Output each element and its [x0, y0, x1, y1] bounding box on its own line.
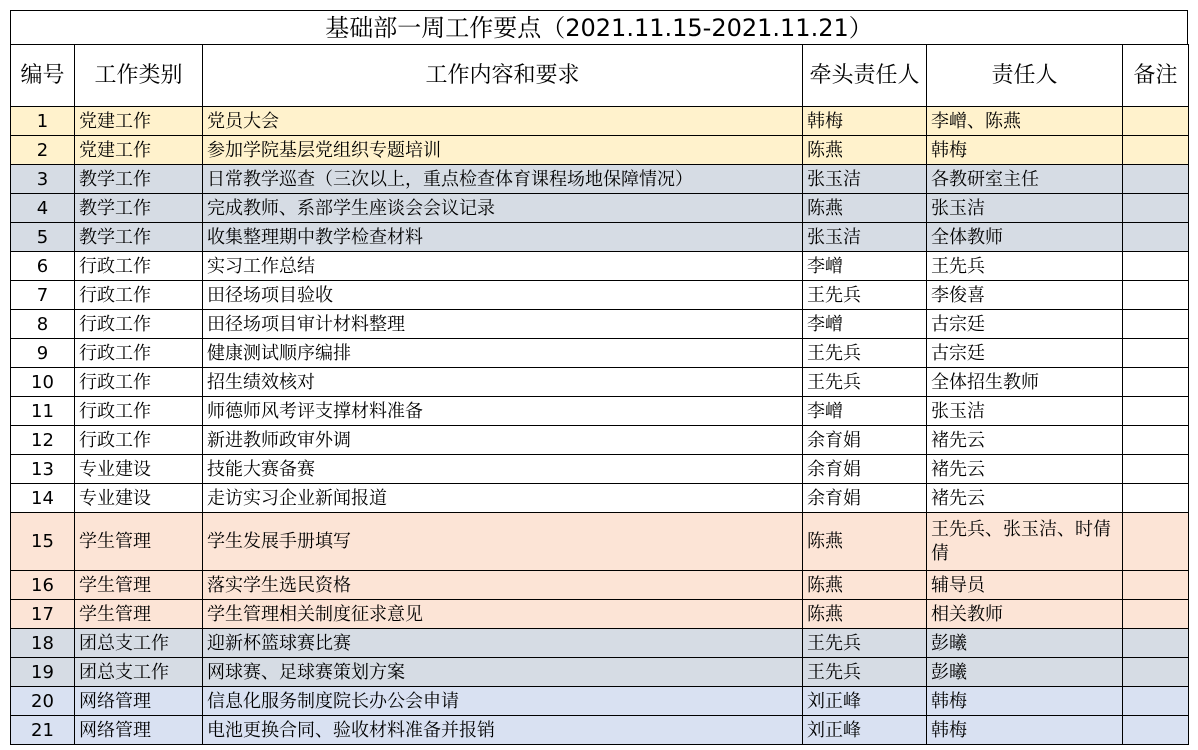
table-body	[11, 107, 1189, 745]
cell-content: 田径场项目审计材料整理	[203, 310, 803, 339]
cell-note	[1123, 252, 1189, 281]
header-owner: 责任人	[927, 45, 1123, 107]
cell-note	[1123, 600, 1189, 629]
table-row	[11, 136, 1189, 165]
cell-category: 专业建设	[75, 455, 203, 484]
work-plan-table	[10, 44, 1189, 745]
cell-content: 走访实习企业新闻报道	[203, 484, 803, 513]
cell-note	[1123, 716, 1189, 745]
cell-content: 党员大会	[203, 107, 803, 136]
cell-note	[1123, 281, 1189, 310]
cell-no: 7	[11, 281, 75, 310]
cell-content: 完成教师、系部学生座谈会会议记录	[203, 194, 803, 223]
cell-note	[1123, 339, 1189, 368]
cell-no: 11	[11, 397, 75, 426]
table-row	[11, 107, 1189, 136]
cell-content: 师德师风考评支撑材料准备	[203, 397, 803, 426]
table-row	[11, 310, 1189, 339]
table-row	[11, 165, 1189, 194]
cell-content: 招生绩效核对	[203, 368, 803, 397]
table-row	[11, 687, 1189, 716]
cell-note	[1123, 107, 1189, 136]
table-row	[11, 513, 1189, 571]
table-row	[11, 252, 1189, 281]
cell-no: 19	[11, 658, 75, 687]
table-row	[11, 571, 1189, 600]
cell-lead: 韩梅	[803, 107, 927, 136]
cell-category: 网络管理	[75, 716, 203, 745]
cell-category: 行政工作	[75, 339, 203, 368]
cell-content: 健康测试顺序编排	[203, 339, 803, 368]
cell-no: 9	[11, 339, 75, 368]
sheet-title: 基础部一周工作要点（2021.11.15-2021.11.21）	[10, 10, 1188, 44]
cell-category: 网络管理	[75, 687, 203, 716]
table-row	[11, 194, 1189, 223]
cell-content: 技能大赛备赛	[203, 455, 803, 484]
cell-content: 实习工作总结	[203, 252, 803, 281]
cell-no: 14	[11, 484, 75, 513]
cell-lead: 张玉洁	[803, 223, 927, 252]
cell-lead: 王先兵	[803, 629, 927, 658]
cell-no: 8	[11, 310, 75, 339]
cell-owner: 李嶒、陈燕	[927, 107, 1123, 136]
cell-owner: 褚先云	[927, 426, 1123, 455]
cell-no: 6	[11, 252, 75, 281]
table-row	[11, 368, 1189, 397]
header-row	[11, 45, 1189, 107]
cell-lead: 王先兵	[803, 658, 927, 687]
cell-content: 迎新杯篮球赛比赛	[203, 629, 803, 658]
cell-content: 田径场项目验收	[203, 281, 803, 310]
cell-no: 13	[11, 455, 75, 484]
cell-owner: 张玉洁	[927, 397, 1123, 426]
cell-category: 教学工作	[75, 194, 203, 223]
table-row	[11, 716, 1189, 745]
cell-no: 4	[11, 194, 75, 223]
cell-category: 党建工作	[75, 107, 203, 136]
cell-category: 行政工作	[75, 310, 203, 339]
cell-content: 电池更换合同、验收材料准备并报销	[203, 716, 803, 745]
cell-lead: 李嶒	[803, 310, 927, 339]
cell-lead: 陈燕	[803, 513, 927, 571]
cell-content: 信息化服务制度院长办公会申请	[203, 687, 803, 716]
cell-owner: 古宗廷	[927, 339, 1123, 368]
cell-note	[1123, 426, 1189, 455]
cell-no: 20	[11, 687, 75, 716]
cell-lead: 陈燕	[803, 571, 927, 600]
cell-no: 2	[11, 136, 75, 165]
table-row	[11, 455, 1189, 484]
table-row	[11, 223, 1189, 252]
cell-lead: 陈燕	[803, 194, 927, 223]
cell-no: 12	[11, 426, 75, 455]
cell-lead: 余育娟	[803, 426, 927, 455]
cell-category: 学生管理	[75, 513, 203, 571]
cell-no: 3	[11, 165, 75, 194]
cell-owner: 彭曦	[927, 629, 1123, 658]
cell-owner: 王先兵、张玉洁、时倩倩	[927, 513, 1123, 571]
header-content: 工作内容和要求	[203, 45, 803, 107]
cell-owner: 彭曦	[927, 658, 1123, 687]
cell-category: 教学工作	[75, 223, 203, 252]
cell-no: 16	[11, 571, 75, 600]
cell-no: 1	[11, 107, 75, 136]
cell-owner: 辅导员	[927, 571, 1123, 600]
cell-owner: 韩梅	[927, 687, 1123, 716]
cell-lead: 王先兵	[803, 368, 927, 397]
cell-category: 专业建设	[75, 484, 203, 513]
table-row	[11, 600, 1189, 629]
cell-lead: 李嶒	[803, 252, 927, 281]
cell-category: 团总支工作	[75, 629, 203, 658]
cell-lead: 王先兵	[803, 281, 927, 310]
cell-note	[1123, 571, 1189, 600]
table-row	[11, 629, 1189, 658]
cell-owner: 韩梅	[927, 716, 1123, 745]
cell-lead: 余育娟	[803, 484, 927, 513]
cell-category: 行政工作	[75, 281, 203, 310]
cell-content: 日常教学巡查（三次以上，重点检查体育课程场地保障情况）	[203, 165, 803, 194]
table-row	[11, 658, 1189, 687]
cell-note	[1123, 310, 1189, 339]
cell-lead: 陈燕	[803, 600, 927, 629]
table-row	[11, 281, 1189, 310]
cell-note	[1123, 165, 1189, 194]
cell-lead: 陈燕	[803, 136, 927, 165]
worksheet	[10, 10, 1188, 745]
cell-note	[1123, 629, 1189, 658]
cell-content: 网球赛、足球赛策划方案	[203, 658, 803, 687]
table-row	[11, 339, 1189, 368]
header-category: 工作类别	[75, 45, 203, 107]
table-row	[11, 397, 1189, 426]
cell-note	[1123, 513, 1189, 571]
cell-no: 18	[11, 629, 75, 658]
cell-category: 行政工作	[75, 426, 203, 455]
cell-note	[1123, 687, 1189, 716]
cell-lead: 李嶒	[803, 397, 927, 426]
cell-owner: 褚先云	[927, 455, 1123, 484]
cell-note	[1123, 455, 1189, 484]
cell-lead: 刘正峰	[803, 716, 927, 745]
cell-note	[1123, 397, 1189, 426]
header-note: 备注	[1123, 45, 1189, 107]
cell-no: 17	[11, 600, 75, 629]
cell-note	[1123, 484, 1189, 513]
cell-note	[1123, 136, 1189, 165]
cell-owner: 褚先云	[927, 484, 1123, 513]
cell-category: 行政工作	[75, 252, 203, 281]
cell-owner: 古宗廷	[927, 310, 1123, 339]
cell-lead: 余育娟	[803, 455, 927, 484]
cell-content: 落实学生选民资格	[203, 571, 803, 600]
cell-category: 学生管理	[75, 571, 203, 600]
cell-content: 收集整理期中教学检查材料	[203, 223, 803, 252]
table-row	[11, 484, 1189, 513]
cell-content: 学生管理相关制度征求意见	[203, 600, 803, 629]
cell-owner: 全体招生教师	[927, 368, 1123, 397]
cell-note	[1123, 368, 1189, 397]
header-no: 编号	[11, 45, 75, 107]
cell-owner: 张玉洁	[927, 194, 1123, 223]
cell-content: 新进教师政审外调	[203, 426, 803, 455]
cell-category: 教学工作	[75, 165, 203, 194]
cell-category: 行政工作	[75, 397, 203, 426]
cell-note	[1123, 194, 1189, 223]
cell-category: 学生管理	[75, 600, 203, 629]
cell-lead: 刘正峰	[803, 687, 927, 716]
table-row	[11, 426, 1189, 455]
cell-owner: 各教研室主任	[927, 165, 1123, 194]
cell-content: 参加学院基层党组织专题培训	[203, 136, 803, 165]
cell-category: 团总支工作	[75, 658, 203, 687]
cell-no: 15	[11, 513, 75, 571]
cell-owner: 李俊喜	[927, 281, 1123, 310]
cell-no: 21	[11, 716, 75, 745]
cell-owner: 相关教师	[927, 600, 1123, 629]
cell-note	[1123, 223, 1189, 252]
cell-owner: 韩梅	[927, 136, 1123, 165]
header-lead: 牵头责任人	[803, 45, 927, 107]
cell-lead: 张玉洁	[803, 165, 927, 194]
cell-owner: 全体教师	[927, 223, 1123, 252]
cell-category: 党建工作	[75, 136, 203, 165]
cell-lead: 王先兵	[803, 339, 927, 368]
cell-category: 行政工作	[75, 368, 203, 397]
cell-owner: 王先兵	[927, 252, 1123, 281]
cell-no: 5	[11, 223, 75, 252]
cell-content: 学生发展手册填写	[203, 513, 803, 571]
cell-note	[1123, 658, 1189, 687]
cell-no: 10	[11, 368, 75, 397]
